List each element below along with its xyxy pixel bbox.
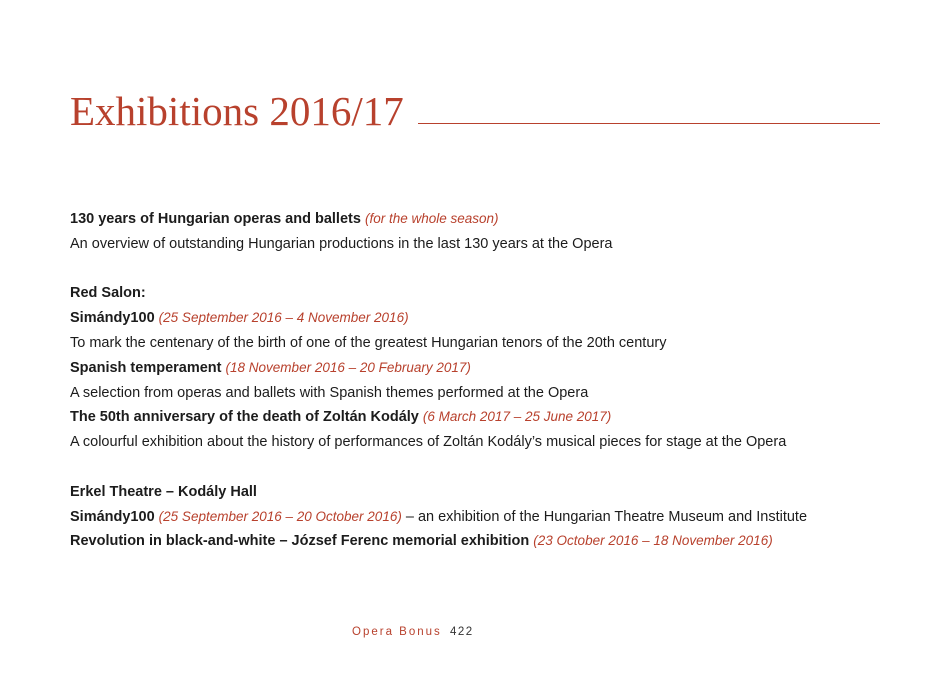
exhibition-period: (25 September 2016 – 4 November 2016) bbox=[158, 310, 409, 326]
exhibition-description: An overview of outstanding Hungarian productions in the last 130 years at the Opera bbox=[70, 235, 613, 252]
title-rule bbox=[418, 123, 880, 124]
exhibition-period: (25 September 2016 – 20 October 2016) bbox=[158, 508, 402, 524]
page-number: 422 bbox=[450, 626, 474, 638]
exhibition-name: Simándy100 bbox=[70, 310, 155, 327]
exhibition-entry bbox=[70, 356, 890, 381]
section-heading-erkel-theatre: Erkel Theatre – Kodály Hall bbox=[70, 483, 257, 500]
exhibition-entry bbox=[70, 207, 890, 232]
exhibition-description: A colourful exhibition about the history of performances of Zoltán Kodály’s musical pieces for stage at the Opera bbox=[70, 434, 787, 451]
page-title: Exhibitions 2016/17 bbox=[70, 88, 404, 134]
footer-label: Opera Bonus bbox=[352, 626, 442, 638]
exhibition-entry bbox=[70, 505, 890, 530]
exhibition-description: A selection from operas and ballets with Spanish themes performed at the Opera bbox=[70, 384, 589, 401]
exhibition-name: 130 years of Hungarian operas and ballets bbox=[70, 211, 361, 227]
exhibition-period: (23 October 2016 – 18 November 2016) bbox=[533, 533, 773, 549]
exhibition-name: Revolution in black-and-white – József Ferenc memorial exhibition bbox=[70, 533, 530, 550]
exhibition-entry bbox=[70, 529, 890, 554]
exhibition-description: To mark the centenary of the birth of one of the greatest Hungarian tenors of the 20th century bbox=[70, 334, 667, 351]
exhibition-entry bbox=[70, 405, 890, 430]
exhibition-name: Simándy100 bbox=[70, 508, 155, 525]
exhibition-period: (18 November 2016 – 20 February 2017) bbox=[225, 359, 471, 375]
exhibition-name: Spanish temperament bbox=[70, 359, 222, 376]
exhibition-name: The 50th anniversary of the death of Zoltán Kodály bbox=[70, 409, 419, 426]
exhibition-period: (6 March 2017 – 25 June 2017) bbox=[422, 409, 612, 425]
section-heading-red-salon: Red Salon: bbox=[70, 285, 146, 302]
exhibition-period: (for the whole season) bbox=[364, 211, 499, 226]
exhibition-note: – an exhibition of the Hungarian Theatre Museum and Institute bbox=[401, 508, 808, 525]
exhibition-entry bbox=[70, 306, 890, 331]
exhibitions-list bbox=[70, 207, 890, 554]
